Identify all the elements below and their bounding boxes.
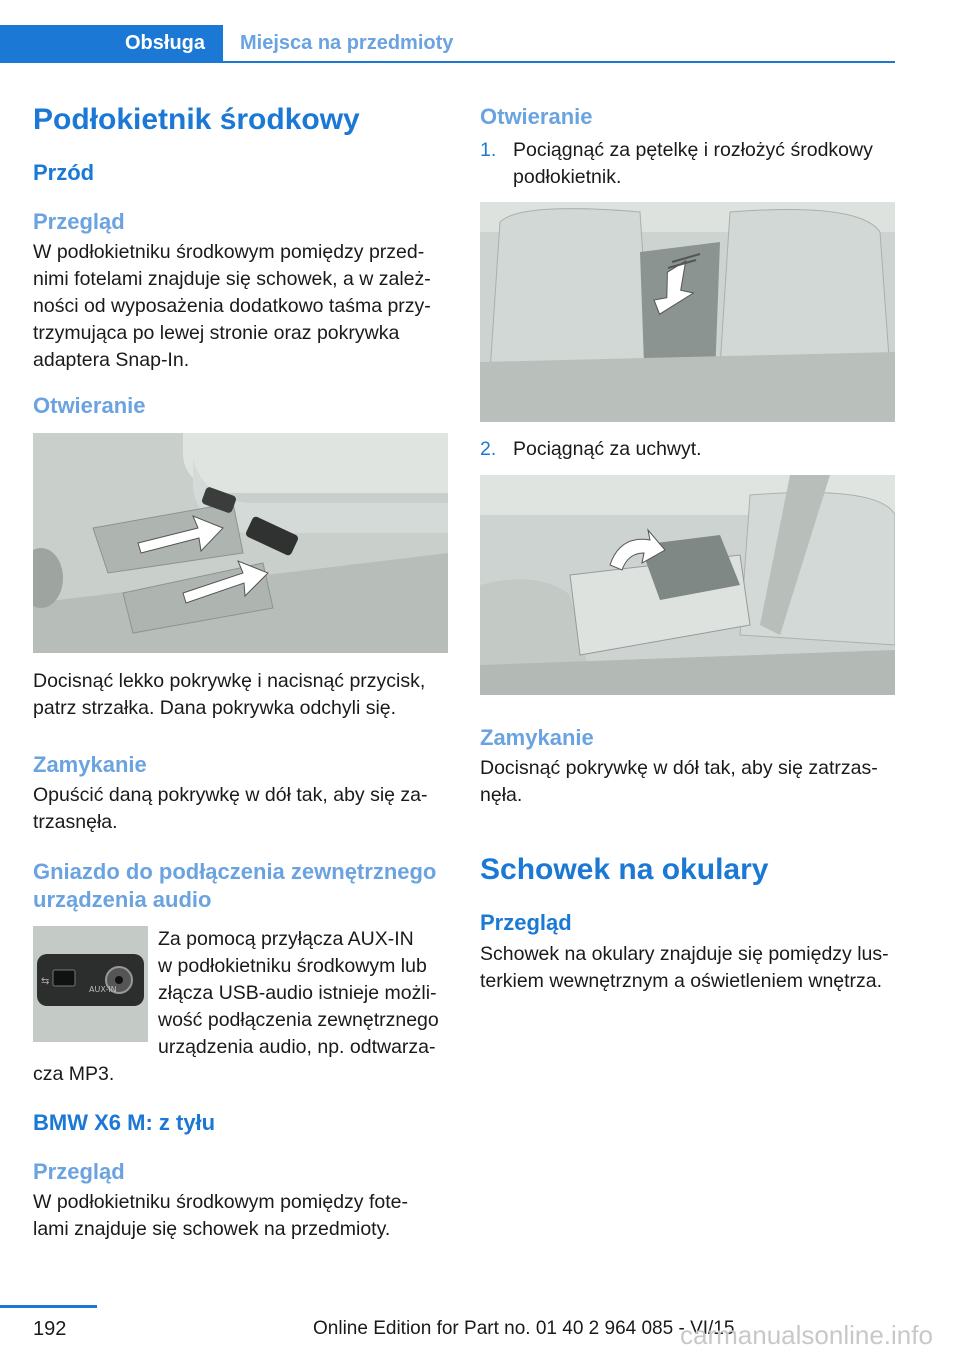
heading-close-right: Zamykanie	[480, 725, 594, 750]
text-line: złącza USB-audio istnieje możli‐	[158, 982, 437, 1004]
step-2-text: Pociągnąć za uchwyt.	[513, 438, 702, 460]
paragraph-audio-end: cza MP3.	[33, 1063, 115, 1085]
section-title-glasses: Schowek na okulary	[480, 853, 769, 886]
subsection-front: Przód	[33, 160, 95, 185]
section-title-armrest: Podłokietnik środkowy	[33, 103, 360, 136]
text-line: wość podłączenia zewnętrznego	[158, 1009, 439, 1031]
text-line: w podłokietniku środkowym lub	[158, 955, 427, 977]
text-line: trzasnęła.	[33, 811, 118, 833]
header-tabbar	[0, 25, 895, 63]
text-line: podłokietnik.	[513, 166, 622, 188]
paragraph-close-left	[33, 782, 428, 836]
text-line: Schowek na okulary znajduje się pomiędzy lus‐	[480, 943, 889, 965]
header-divider	[0, 61, 895, 63]
text-line: urządzenia audio, np. odtwarza‐	[158, 1036, 436, 1058]
text-line: trzymująca po lewej stronie oraz pokrywka	[33, 322, 400, 344]
heading-line: Gniazdo do podłączenia zewnętrznego	[33, 859, 437, 884]
text-line: Pociągnąć za pętelkę i rozłożyć środkowy	[513, 139, 873, 161]
text-line: Docisnąć lekko pokrywkę i nacisnąć przycisk,	[33, 670, 426, 692]
heading-glasses-overview: Przegląd	[480, 910, 572, 935]
text-line: patrz strzałka. Dana pokrywka odchyli się.	[33, 697, 397, 719]
text-line: W podłokietniku środkowym pomiędzy fote‐	[33, 1191, 408, 1213]
heading-open-left: Otwieranie	[33, 393, 146, 418]
heading-overview-1: Przegląd	[33, 209, 125, 234]
paragraph-overview-2	[33, 1189, 408, 1243]
text-line: Za pomocą przyłącza AUX-IN	[158, 928, 414, 950]
figure-front-armrest	[33, 433, 448, 653]
text-line: adaptera Snap-In.	[33, 349, 190, 371]
heading-overview-2: Przegląd	[33, 1159, 125, 1184]
aux-label: AUX-IN	[89, 985, 117, 994]
text-line: Opuścić daną pokrywkę w dół tak, aby się za‐	[33, 784, 428, 806]
subsection-x6-rear: BMW X6 M: z tyłu	[33, 1110, 216, 1135]
page-number: 192	[33, 1318, 67, 1340]
text-line: Docisnąć pokrywkę w dół tak, aby się zatrzas‐	[480, 757, 878, 779]
step-number-1: 1.	[480, 139, 497, 161]
heading-audio-socket	[33, 858, 436, 914]
edition-text: Online Edition for Part no. 01 40 2 964 085 - VI/15	[313, 1318, 735, 1339]
paragraph-open-left	[33, 668, 425, 722]
text-line: lami znajduje się schowek na przedmioty.	[33, 1218, 391, 1240]
step-1-text	[513, 137, 873, 191]
svg-text:⇆: ⇆	[41, 976, 50, 987]
figure-rear-armrest-handle	[480, 475, 895, 695]
figure-rear-armrest-fold	[480, 202, 895, 422]
heading-line: urządzenia audio	[33, 887, 212, 912]
text-line: W podłokietniku środkowym pomiędzy przed‐	[33, 241, 425, 263]
step-number-2: 2.	[480, 438, 497, 460]
paragraph-audio	[158, 926, 439, 1061]
paragraph-glasses	[480, 941, 889, 995]
text-line: nimi fotelami znajduje się schowek, a w zależ‐	[33, 268, 431, 290]
paragraph-close-right	[480, 755, 878, 809]
footer-accent-line	[0, 1305, 97, 1308]
heading-close-left: Zamykanie	[33, 752, 147, 777]
heading-open-right: Otwieranie	[480, 104, 593, 129]
text-line: terkiem wewnętrznym a oświetleniem wnętrza.	[480, 970, 883, 992]
tab-miejsca-na-przedmioty[interactable]: Miejsca na przedmioty	[240, 32, 454, 54]
text-line: nęła.	[480, 784, 523, 806]
paragraph-overview-1	[33, 239, 431, 374]
text-line: ności od wyposażenia dodatkowo taśma przy‐	[33, 295, 431, 317]
figure-aux-usb	[33, 926, 148, 1042]
watermark: carmanualsonline.info	[680, 1320, 933, 1350]
tab-obsluga[interactable]: Obsługa	[0, 25, 223, 62]
